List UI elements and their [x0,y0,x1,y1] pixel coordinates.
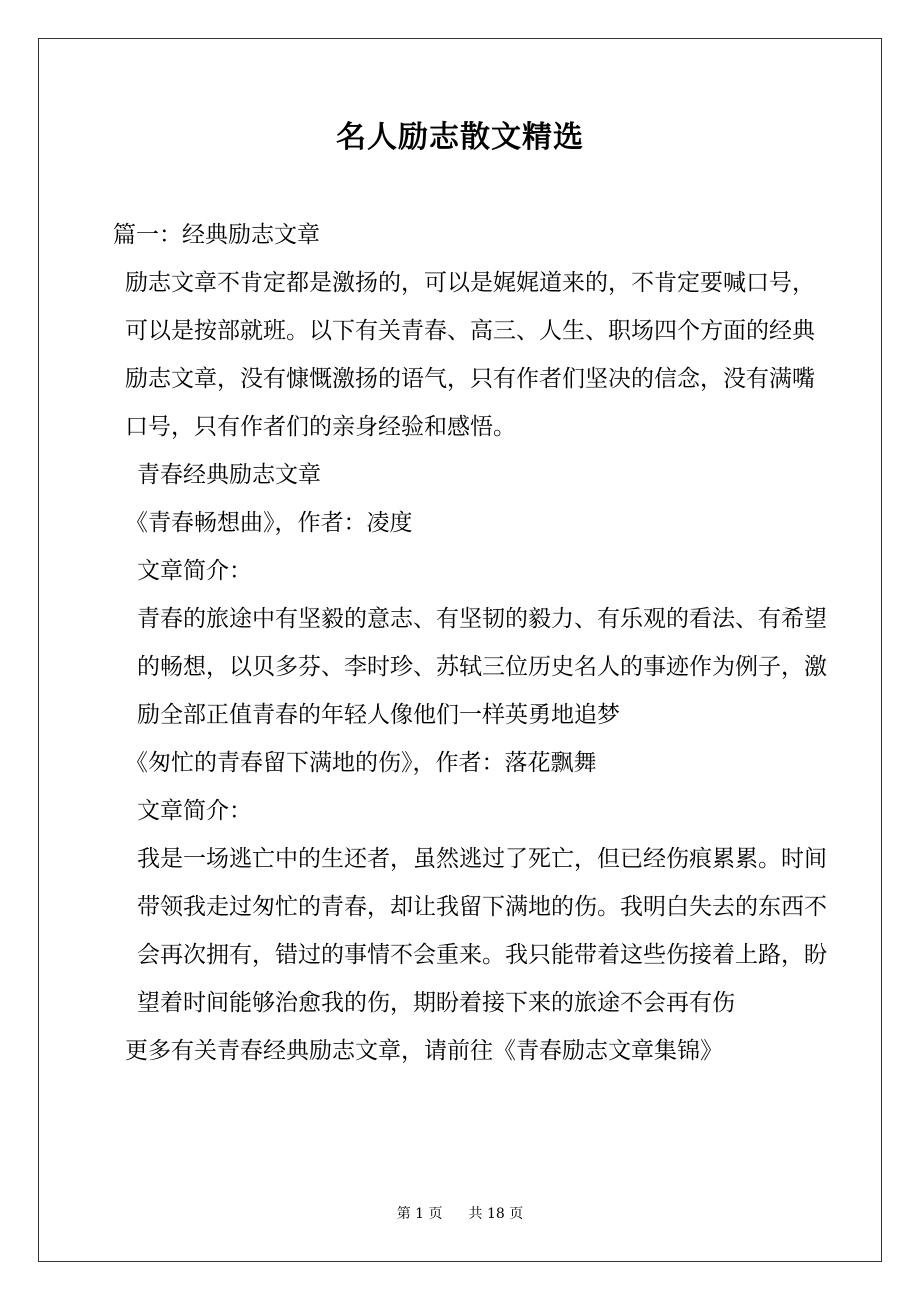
category-heading: 青春经典励志文章 [137,462,321,488]
section-heading: 篇一：经典励志文章 [113,222,320,248]
document-title: 名人励志散文精选 [336,120,584,155]
page-total: 共 18 页 [468,1206,524,1222]
intro-paragraph: 励志文章不肯定都是激扬的，可以是娓娓道来的，不肯定要喊口号，可以是按部就班。以下有关青春、高三、人生、职场四个方面的经典励志文章，没有慷慨激扬的语气，只有作者们坚决的信念，没有满嘴口号，只有作者们的亲身经验和感悟。 [125,270,815,440]
article-title-2: 《匆忙的青春留下满地的伤》，作者：落花飘舞 [125,750,597,776]
document-body [113,211,835,1075]
page-footer [0,1202,920,1226]
article-title-1: 《青春畅想曲》，作者：凌度 [125,510,413,536]
summary-paragraph-1: 青春的旅途中有坚毅的意志、有坚韧的毅力、有乐观的看法、有希望的畅想，以贝多芬、李时珍、苏轼三位历史名人的事迹作为例子，激励全部正值青春的年轻人像他们一样英勇地追梦 [137,606,827,728]
summary-paragraph-2: 我是一场逃亡中的生还者，虽然逃过了死亡，但已经伤痕累累。时间带领我走过匆忙的青春，却让我留下满地的伤。我明白失去的东西不会再次拥有，错过的事情不会重来。我只能带着这些伤接着上路，盼望着时间能够治愈我的伤，期盼着接下来的旅途不会再有伤 [137,846,827,1016]
more-articles-link: 更多有关青春经典励志文章，请前往《青春励志文章集锦》 [125,1038,723,1064]
summary-label-1: 文章简介： [137,558,252,584]
page-number: 第 1 页 [396,1206,443,1222]
summary-label-2: 文章简介： [137,798,252,824]
